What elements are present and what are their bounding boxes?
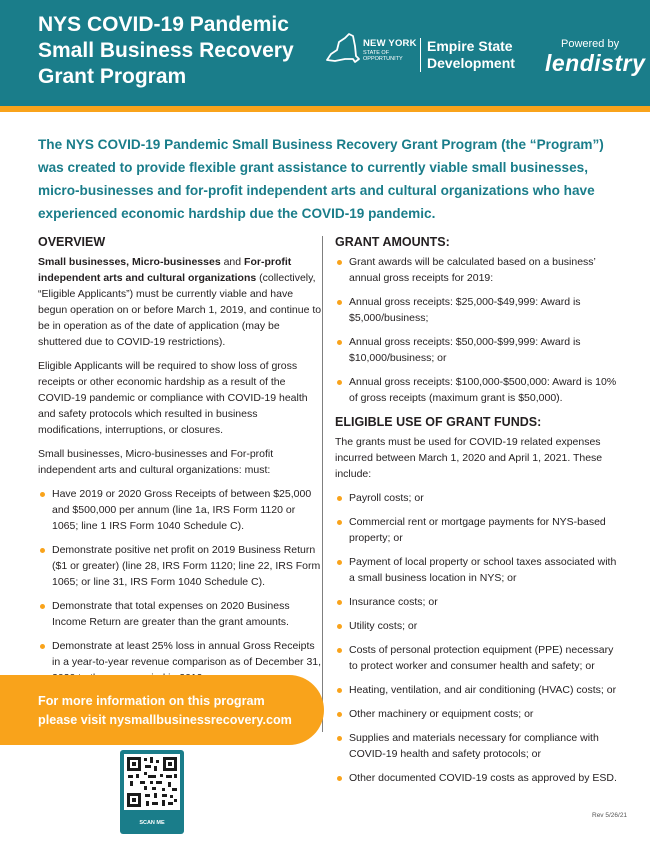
title-line: Small Business Recovery	[38, 39, 294, 62]
column-divider	[322, 236, 323, 732]
overview-paragraph-2: Eligible Applicants will be required to show loss of gross receipts or other economic hardship as a result of the COVID-19 pandemic or compliance with COVID-19 health and safety protocols which resulted in business modifications, interruptions, or closures.	[38, 360, 308, 436]
bold-text: For-profit independent arts and cultural organizations	[38, 256, 292, 284]
eligible-use-intro: The grants must be used for COVID-19 related expenses incurred between March 1, 2020 and April 1, 2021. These include:	[335, 436, 603, 480]
qr-code-icon[interactable]	[124, 754, 180, 810]
list-item: Have 2019 or 2020 Gross Receipts of between $25,000 and $500,000 per annum (line 1a, IRS Form 1120 or 1065; line 1 IRS Form 1040 Schedule C).	[38, 486, 322, 534]
plain-text: and	[220, 256, 245, 268]
esd-line: Empire State	[427, 38, 513, 54]
more-info-text	[38, 692, 318, 730]
list-item: Grant awards will be calculated based on a business’ annual gross receipts for 2019:	[335, 254, 625, 286]
list-item: Payroll costs; or	[335, 490, 625, 506]
page-title	[38, 12, 338, 90]
list-item: Other machinery or equipment costs; or	[335, 706, 625, 722]
overview-heading: OVERVIEW	[38, 235, 106, 249]
list-item: Supplies and materials necessary for compliance with COVID-19 health and safety protocols; or	[335, 730, 625, 762]
overview-paragraph-3: Small businesses, Micro-businesses and For-profit independent arts and cultural organizations: must:	[38, 448, 274, 476]
list-item: Heating, ventilation, and air conditioning (HVAC) costs; or	[335, 682, 625, 698]
title-line: NYS COVID-19 Pandemic	[38, 13, 289, 36]
list-item: Utility costs; or	[335, 618, 625, 634]
nys-logo-tagline-line: OPPORTUNITY	[363, 56, 403, 62]
new-york-state-logo	[325, 30, 423, 80]
eligible-use-list	[335, 490, 625, 786]
more-info-line: For more information on this program	[38, 694, 265, 708]
list-item: Annual gross receipts: $25,000-$49,999: Award is $5,000/business;	[335, 294, 625, 326]
list-item: Annual gross receipts: $100,000-$500,000: Award is 10% of gross receipts (maximum grant is $50,000).	[335, 374, 625, 406]
overview-paragraph-1	[38, 254, 322, 350]
eligibility-list	[38, 486, 322, 686]
list-item: Demonstrate positive net profit on 2019 Business Return ($1 or greater) (line 28, IRS Form 1120; line 22, IRS Form 1065; or line 31, IRS Form 1040 Schedule C).	[38, 542, 322, 590]
website-link[interactable]: nysmallbusinessrecovery.com	[109, 713, 292, 727]
lendistry-logo: lendistry	[545, 50, 646, 76]
bold-text: Small businesses, Micro-businesses	[38, 256, 221, 268]
plain-text: (collectively, “Eligible Applicants”) must be currently viable and have begun operation on or before March 1, 2019, and continue to be in operation as of the date of application (may be shuttered due to COVID-19 restrictions).	[38, 272, 322, 348]
list-item: Costs of personal protection equipment (PPE) necessary to protect worker and consumer health and safety; or	[335, 642, 625, 674]
more-info-prefix: please visit	[38, 713, 110, 727]
header-accent-stripe	[0, 106, 650, 112]
intro-paragraph: The NYS COVID-19 Pandemic Small Business Recovery Grant Program (the “Program”) was created to provide flexible grant assistance to currently viable small businesses, micro-businesses and for-profit independent arts and cultural organizations who have experienced economic hardship due the COVID-19 pandemic.	[38, 137, 604, 221]
left-column	[38, 234, 322, 694]
grant-amounts-heading: GRANT AMOUNTS:	[335, 235, 450, 249]
right-column	[335, 234, 625, 794]
list-item: Annual gross receipts: $50,000-$99,999: Award is $10,000/business; or	[335, 334, 625, 366]
title-line: Grant Program	[38, 65, 187, 88]
more-info-line	[38, 711, 318, 730]
revision-date: Rev 5/26/21	[592, 812, 628, 819]
list-item: Demonstrate at least 25% loss in annual Gross Receipts in a year-to-year revenue comparison as of December 31,	[38, 638, 322, 686]
logo-divider	[420, 38, 421, 72]
esd-logo-text	[427, 38, 515, 72]
list-item: Payment of local property or school taxes associated with a small business location in NYS; or	[335, 554, 625, 586]
list-item: Demonstrate that total expenses on 2020 Business Income Return are greater than the grant amounts.	[38, 598, 322, 630]
powered-by-label: Powered by	[561, 38, 620, 50]
new-york-state-map-icon	[325, 32, 361, 66]
nys-logo-tagline-line: STATE OF	[363, 50, 390, 56]
list-item: Commercial rent or mortgage payments for NYS-based property; or	[335, 514, 625, 546]
esd-line: Development	[427, 55, 515, 71]
nys-logo-wordmark: NEW YORK	[363, 38, 417, 49]
eligible-use-heading: ELIGIBLE USE OF GRANT FUNDS:	[335, 415, 542, 429]
grant-amounts-list	[335, 254, 625, 406]
list-item: Other documented COVID-19 costs as approved by ESD.	[335, 770, 625, 786]
nys-logo-tagline	[363, 50, 411, 62]
scan-me-label: SCAN ME	[139, 820, 165, 826]
list-item: Insurance costs; or	[335, 594, 625, 610]
